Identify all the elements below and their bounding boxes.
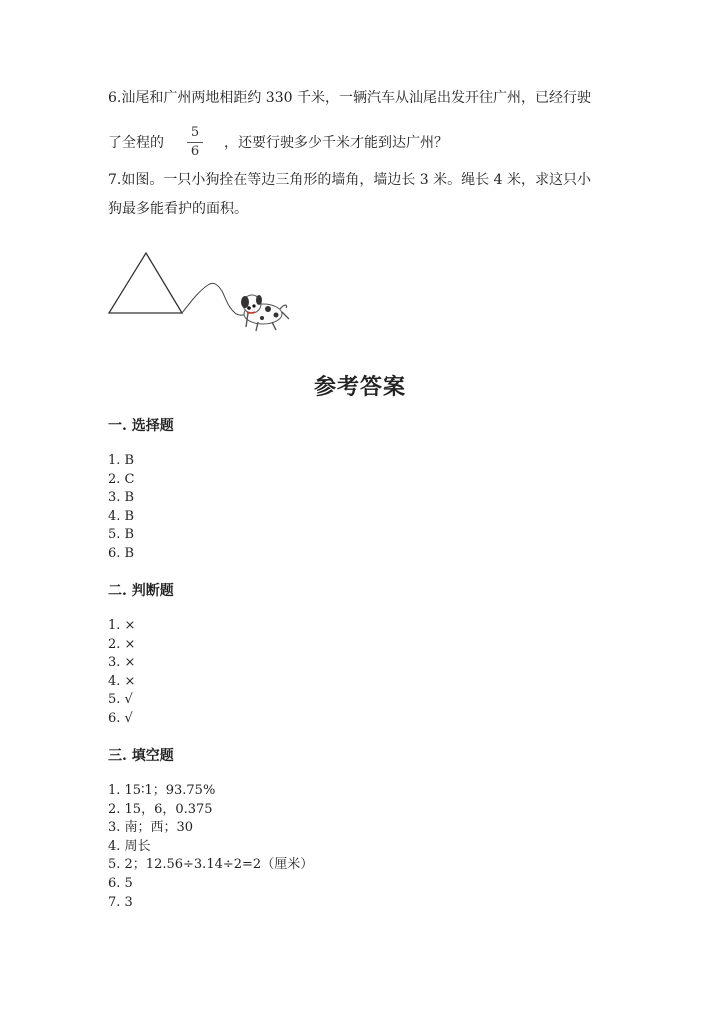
list-item: 3. B [108,490,135,506]
list-item: 7. 3 [108,894,133,910]
fraction-denominator: 6 [190,144,200,159]
list-item: 6. B [108,545,135,561]
list-item: 4. × [108,673,136,689]
triangle-dog-figure [100,245,300,340]
list-item: 3. 南；西；30 [108,820,194,836]
list-item: 5. B [108,527,135,543]
section-heading-choice: 一. 选择题 [108,418,174,434]
dog-rope [182,283,250,315]
question-6-line-2-start: 了全程的 [108,135,164,151]
list-item: 2. × [108,636,136,652]
list-item: 5. √ [108,692,133,708]
section-heading-fill-blank: 三. 填空题 [108,748,174,764]
fraction-numerator: 5 [190,125,200,140]
list-item: 4. B [108,508,135,524]
dog-icon [241,295,289,331]
list-item: 4. 周长 [108,838,151,854]
judgement-answers-list [108,617,135,729]
question-7-line-2: 狗最多能看护的面积。 [108,201,248,217]
list-item: 1. 15∶1；93.75% [108,783,216,798]
list-item: 1. B [108,453,135,468]
list-item: 3. × [108,655,136,671]
list-item: 6. 5 [108,875,133,891]
equilateral-triangle-wall [109,253,182,313]
list-item: 2. 15，6，0.375 [108,801,213,817]
question-7-line-1: 7.如图。一只小狗拴在等边三角形的墙角，墙边长 3 米。绳长 4 米，求这只小 [108,172,591,188]
list-item: 5. 2；12.56÷3.14÷2=2（厘米） [108,857,314,873]
answer-key-title: 参考答案 [313,374,406,400]
list-item: 2. C [108,471,135,487]
fraction-five-sixths [187,126,203,159]
fill-blank-answers-list [108,782,313,912]
fraction-bar [187,142,203,143]
question-6-line-2-end: ，还要行驶多少千米才能到达广州？ [224,135,448,151]
list-item: 6. √ [108,710,133,726]
question-6-line-1: 6.汕尾和广州两地相距约 330 千米，一辆汽车从汕尾出发开往广州，已经行驶 [108,90,591,106]
list-item: 1. × [108,618,136,633]
section-heading-judgement: 二. 判断题 [108,583,174,599]
choice-answers-list [108,452,134,564]
